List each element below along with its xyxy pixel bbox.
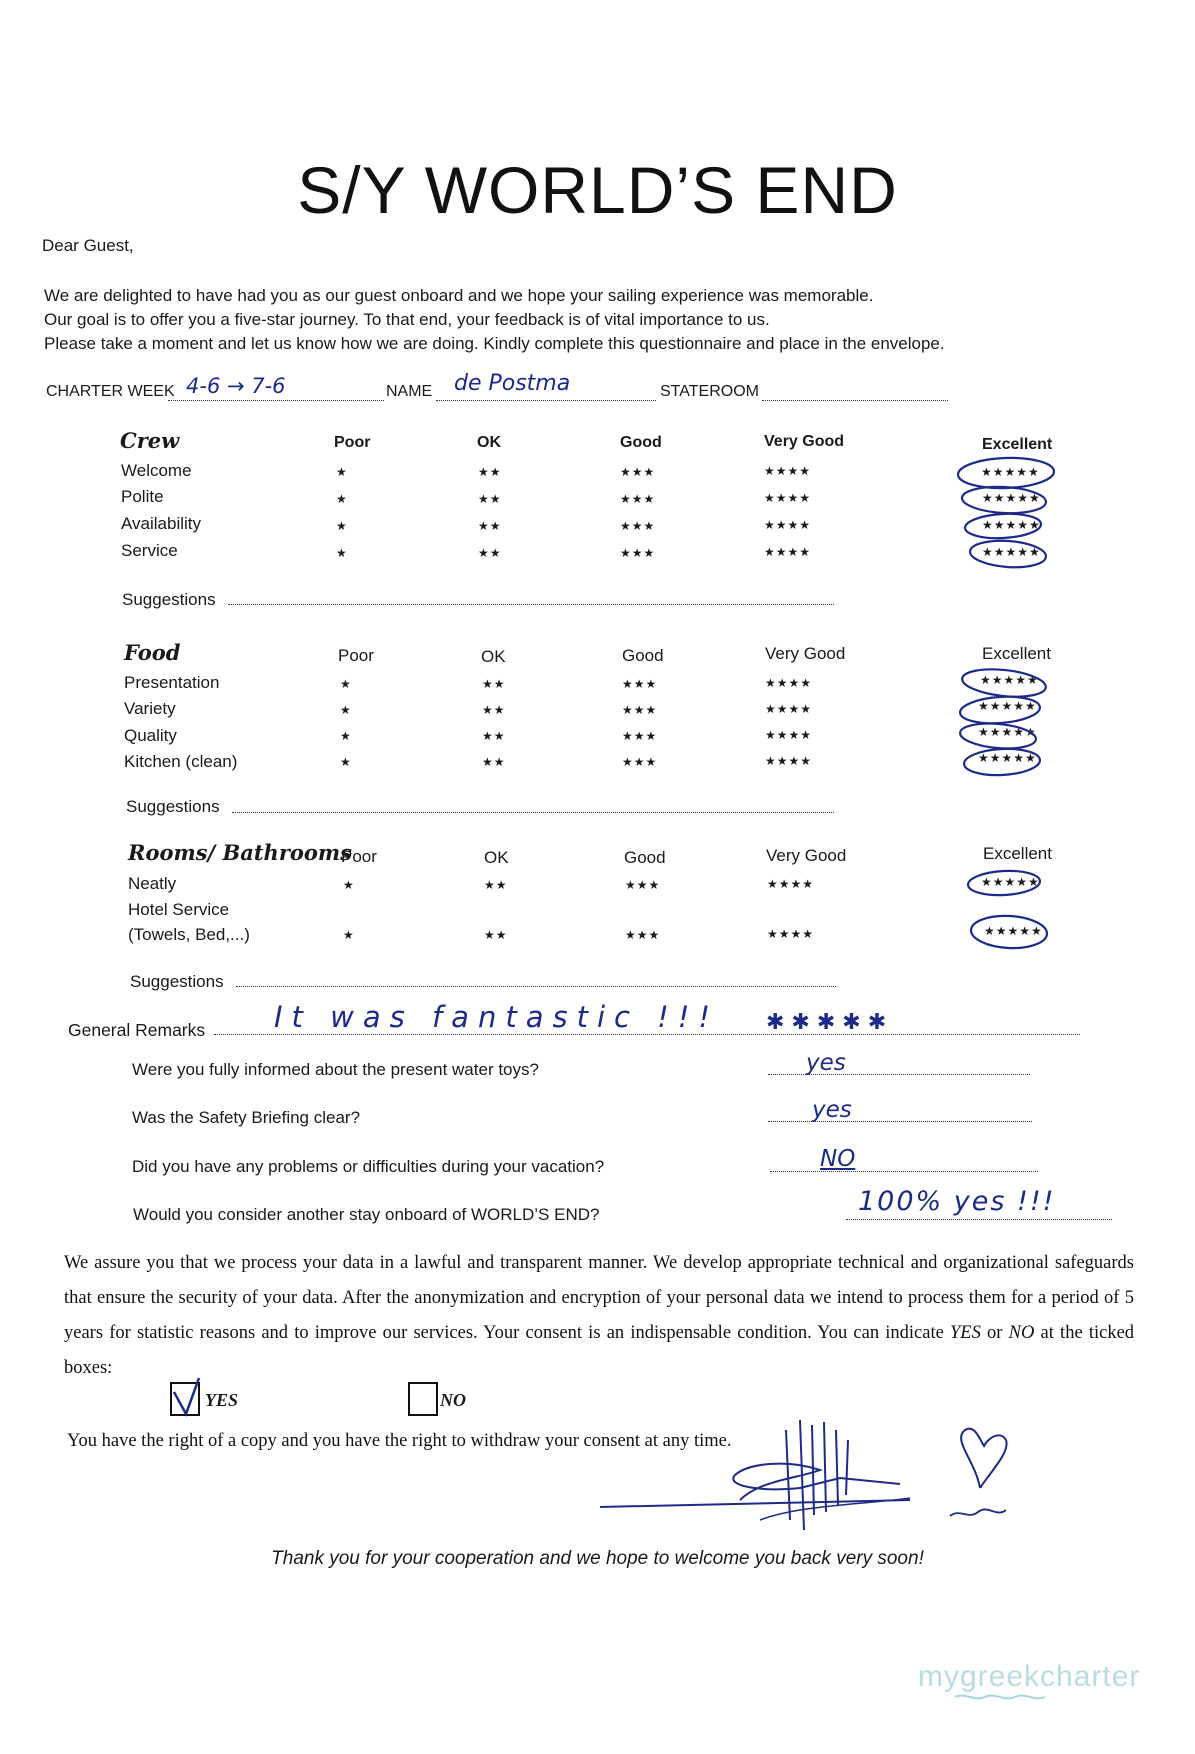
crew-availability-ok[interactable]: ★★ bbox=[478, 519, 502, 533]
crew-polite-very-good[interactable]: ★★★★ bbox=[764, 491, 812, 505]
consent-no-label: NO bbox=[440, 1390, 466, 1410]
food-header-ok: OK bbox=[481, 647, 506, 666]
consent-yes-label: YES bbox=[205, 1390, 239, 1410]
food-kitchen-poor[interactable]: ★ bbox=[340, 755, 352, 769]
answer-problems[interactable]: NO bbox=[820, 1146, 856, 1172]
crew-section-title: Crew bbox=[120, 428, 180, 453]
crew-welcome-good[interactable]: ★★★ bbox=[620, 465, 656, 479]
food-item-presentation: Presentation bbox=[124, 673, 220, 692]
intro-line-1: We are delighted to have had you as our guest onboard and we hope your sailing experience was memorable. bbox=[44, 286, 874, 305]
rooms-neatly-very-good[interactable]: ★★★★ bbox=[767, 877, 815, 891]
greeting: Dear Guest, bbox=[42, 236, 134, 255]
answer-water-toys[interactable]: yes bbox=[806, 1050, 846, 1076]
crew-polite-poor[interactable]: ★ bbox=[336, 492, 348, 506]
consent-or-word: or bbox=[987, 1323, 1003, 1343]
intro-line-2: Our goal is to offer you a five-star journey. To that end, your feedback is of vital importance to us. bbox=[44, 310, 770, 329]
crew-header-very-good: Very Good bbox=[764, 433, 845, 450]
general-remarks-value[interactable]: It was fantastic !!! bbox=[274, 1000, 720, 1034]
food-variety-good[interactable]: ★★★ bbox=[622, 703, 658, 717]
consent-ticked-text: at the ticked boxes: bbox=[64, 1323, 1135, 1378]
crew-item-polite: Polite bbox=[121, 487, 164, 506]
name-label: NAME bbox=[386, 383, 433, 400]
rooms-hotel-service-excellent[interactable]: ★★★★★ bbox=[984, 924, 1043, 938]
food-presentation-poor[interactable]: ★ bbox=[340, 677, 352, 691]
crew-availability-good[interactable]: ★★★ bbox=[620, 519, 656, 533]
food-kitchen-ok[interactable]: ★★ bbox=[482, 755, 506, 769]
food-variety-very-good[interactable]: ★★★★ bbox=[765, 702, 813, 716]
food-quality-poor[interactable]: ★ bbox=[340, 729, 352, 743]
crew-welcome-ok[interactable]: ★★ bbox=[478, 465, 502, 479]
crew-welcome-excellent[interactable]: ★★★★★ bbox=[981, 465, 1040, 479]
rooms-item-towels-bed: (Towels, Bed,...) bbox=[128, 925, 250, 944]
food-kitchen-excellent[interactable]: ★★★★★ bbox=[978, 751, 1037, 765]
food-quality-excellent[interactable]: ★★★★★ bbox=[978, 725, 1037, 739]
food-presentation-good[interactable]: ★★★ bbox=[622, 677, 658, 691]
consent-no-word: NO bbox=[1008, 1323, 1035, 1343]
rooms-hotel-service-very-good[interactable]: ★★★★ bbox=[767, 927, 815, 941]
question-water-toys: Were you fully informed about the present water toys? bbox=[132, 1060, 539, 1079]
rooms-header-very-good: Very Good bbox=[766, 846, 847, 865]
food-kitchen-very-good[interactable]: ★★★★ bbox=[765, 754, 813, 768]
food-suggestions-label: Suggestions bbox=[126, 797, 220, 816]
food-presentation-excellent[interactable]: ★★★★★ bbox=[980, 673, 1039, 687]
food-header-poor: Poor bbox=[338, 646, 374, 665]
food-kitchen-good[interactable]: ★★★ bbox=[622, 755, 658, 769]
crew-header-ok: OK bbox=[477, 434, 501, 451]
crew-item-welcome: Welcome bbox=[121, 461, 192, 480]
crew-polite-excellent[interactable]: ★★★★★ bbox=[982, 491, 1041, 505]
charter-week-label: CHARTER WEEK bbox=[46, 383, 175, 400]
question-problems: Did you have any problems or difficulties during your vacation? bbox=[132, 1157, 605, 1176]
consent-yes-word: YES bbox=[950, 1323, 981, 1343]
rooms-item-neatly: Neatly bbox=[128, 874, 177, 893]
crew-service-good[interactable]: ★★★ bbox=[620, 546, 656, 560]
food-quality-good[interactable]: ★★★ bbox=[622, 729, 658, 743]
crew-header-poor: Poor bbox=[334, 434, 371, 451]
food-header-very-good: Very Good bbox=[765, 644, 846, 663]
rooms-section-title: Rooms/ Bathrooms bbox=[128, 840, 352, 865]
rooms-hotel-service-good[interactable]: ★★★ bbox=[625, 928, 661, 942]
rooms-hotel-service-poor[interactable]: ★ bbox=[343, 928, 355, 942]
general-remarks-stars[interactable]: ✱ ✱ ✱ ✱ ✱ bbox=[766, 1010, 887, 1035]
rooms-header-ok: OK bbox=[484, 848, 509, 867]
food-item-quality: Quality bbox=[124, 726, 177, 745]
crew-suggestions-label: Suggestions bbox=[122, 590, 216, 609]
stateroom-label: STATEROOM bbox=[660, 383, 759, 400]
crew-item-service: Service bbox=[121, 541, 178, 560]
document-title: S/Y WORLD’S END bbox=[297, 153, 898, 227]
rooms-neatly-poor[interactable]: ★ bbox=[343, 878, 355, 892]
crew-service-excellent[interactable]: ★★★★★ bbox=[982, 545, 1041, 559]
question-safety-briefing: Was the Safety Briefing clear? bbox=[132, 1108, 361, 1127]
general-remarks-label: General Remarks bbox=[68, 1020, 206, 1040]
crew-header-excellent: Excellent bbox=[982, 436, 1053, 453]
food-presentation-ok[interactable]: ★★ bbox=[482, 677, 506, 691]
crew-service-ok[interactable]: ★★ bbox=[478, 546, 502, 560]
food-variety-poor[interactable]: ★ bbox=[340, 703, 352, 717]
food-item-kitchen: Kitchen (clean) bbox=[124, 752, 238, 771]
crew-availability-poor[interactable]: ★ bbox=[336, 519, 348, 533]
food-item-variety: Variety bbox=[124, 699, 176, 718]
food-presentation-very-good[interactable]: ★★★★ bbox=[765, 676, 813, 690]
charter-week-value[interactable]: 4-6 → 7-6 bbox=[186, 374, 286, 398]
crew-polite-good[interactable]: ★★★ bbox=[620, 492, 656, 506]
food-quality-very-good[interactable]: ★★★★ bbox=[765, 728, 813, 742]
name-value[interactable]: de Postma bbox=[454, 371, 571, 396]
crew-polite-ok[interactable]: ★★ bbox=[478, 492, 502, 506]
answer-another-stay[interactable]: 100% yes !!! bbox=[858, 1186, 1056, 1217]
closing-message: Thank you for your cooperation and we hope to welcome you back very soon! bbox=[271, 1548, 924, 1569]
crew-service-poor[interactable]: ★ bbox=[336, 546, 348, 560]
question-another-stay: Would you consider another stay onboard of WORLD’S END? bbox=[133, 1205, 600, 1224]
crew-welcome-very-good[interactable]: ★★★★ bbox=[764, 464, 812, 478]
intro-line-3: Please take a moment and let us know how we are doing. Kindly complete this questionnaire and place in the envelope. bbox=[44, 334, 945, 353]
crew-service-very-good[interactable]: ★★★★ bbox=[764, 545, 812, 559]
crew-item-availability: Availability bbox=[121, 514, 202, 533]
rooms-header-good: Good bbox=[624, 848, 666, 867]
watermark-logo: mygreekcharter bbox=[918, 1660, 1141, 1693]
rooms-item-hotel-service: Hotel Service bbox=[128, 900, 230, 919]
rooms-neatly-excellent[interactable]: ★★★★★ bbox=[981, 875, 1040, 889]
consent-rights-text: You have the right of a copy and you have the right to withdraw your consent at any time. bbox=[67, 1431, 732, 1451]
crew-welcome-poor[interactable]: ★ bbox=[336, 465, 348, 479]
crew-availability-excellent[interactable]: ★★★★★ bbox=[982, 518, 1041, 532]
rooms-suggestions-label: Suggestions bbox=[130, 972, 224, 991]
crew-availability-very-good[interactable]: ★★★★ bbox=[764, 518, 812, 532]
rooms-hotel-service-ok[interactable]: ★★ bbox=[484, 928, 508, 942]
food-header-excellent: Excellent bbox=[982, 644, 1051, 663]
crew-header-good: Good bbox=[620, 434, 662, 451]
food-variety-ok[interactable]: ★★ bbox=[482, 703, 506, 717]
rooms-header-excellent: Excellent bbox=[983, 844, 1052, 863]
consent-body: We assure you that we process your data in a lawful and transparent manner. We develop appropriate technical and organizational safeguards that ensure the security of your data. After the anonymization and encryption of your personal data we intend to process them for a period of 5 years for statistic reasons and to improve our services. Your consent is an indispensable condition. You can indicate bbox=[64, 1253, 1134, 1343]
food-header-good: Good bbox=[622, 646, 664, 665]
rooms-neatly-ok[interactable]: ★★ bbox=[484, 878, 508, 892]
food-quality-ok[interactable]: ★★ bbox=[482, 729, 506, 743]
rooms-neatly-good[interactable]: ★★★ bbox=[625, 878, 661, 892]
food-variety-excellent[interactable]: ★★★★★ bbox=[978, 699, 1037, 713]
answer-safety-briefing[interactable]: yes bbox=[812, 1097, 852, 1123]
rooms-header-poor: Poor bbox=[341, 847, 377, 866]
food-section-title: Food bbox=[124, 640, 181, 665]
